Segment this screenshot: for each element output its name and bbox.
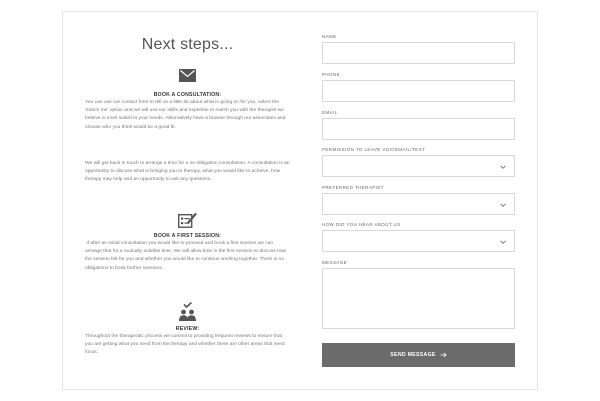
therapist-label: PREFERRED THERAPIST [322, 185, 384, 190]
therapist-select[interactable] [322, 193, 515, 215]
section-heading-consultation: BOOK A CONSULTATION: [153, 92, 222, 98]
email-input[interactable] [322, 118, 515, 140]
email-label: EMAIL [322, 110, 338, 115]
phone-label: PHONE [322, 72, 341, 77]
section-paragraph: You can use our contact form to tell us a little bit about what is going on for you, select the 'match me' option and we will use our skills and expertise to match you with the therapist we believe is most suited to your needs. Alternatively have a browse through our associates and choose who you think would be a good fit. [85, 100, 286, 130]
phone-input[interactable] [322, 80, 515, 102]
people-check-icon [178, 302, 197, 322]
chevron-down-icon [500, 239, 506, 245]
section-paragraph: Throughout the therapeutic process we commit to providing frequent reviews to ensure that you are getting what you need from the therapy and whether there are other areas that need focus. [85, 334, 285, 356]
voicemail-label: PERMISSION TO LEAVE VOICEMAIL/TEXT [322, 147, 426, 152]
message-textarea[interactable] [322, 268, 515, 329]
chevron-down-icon [500, 202, 506, 208]
section-heading-first-session: BOOK A FIRST SESSION: [153, 233, 222, 239]
name-label: NAME [322, 34, 337, 39]
section-heading-review: REVIEW: [175, 326, 200, 332]
message-label: MESSAGE [322, 260, 348, 265]
page-title: Next steps... [141, 36, 234, 53]
voicemail-select[interactable] [322, 155, 515, 177]
envelope-icon [179, 69, 196, 82]
arrow-right-icon [440, 352, 447, 358]
send-message-button[interactable] [322, 343, 515, 367]
send-message-label: SEND MESSAGE [390, 352, 436, 358]
chevron-down-icon [500, 164, 506, 170]
heard-about-label: HOW DID YOU HEAR ABOUT US [322, 222, 401, 227]
section-paragraph: We will get back in touch to arrange a time for a no-obligation consultation. A consultation is an opportunity to discuss what is bringing you to therapy, what you would like to achieve, how therapy may help and an opportunity to ask any questions. [85, 161, 290, 183]
name-input[interactable] [322, 42, 515, 64]
section-paragraph: If after an initial consultation you would like to proceed and book a first session we can arrange that for a mutually suitable time. We will allow time in the first session to discuss how the session felt for you and whether you would like to continue working together. There is no obligations to book further sessions. [85, 241, 288, 271]
heard-about-select[interactable] [322, 230, 515, 252]
checklist-edit-icon [178, 212, 197, 228]
